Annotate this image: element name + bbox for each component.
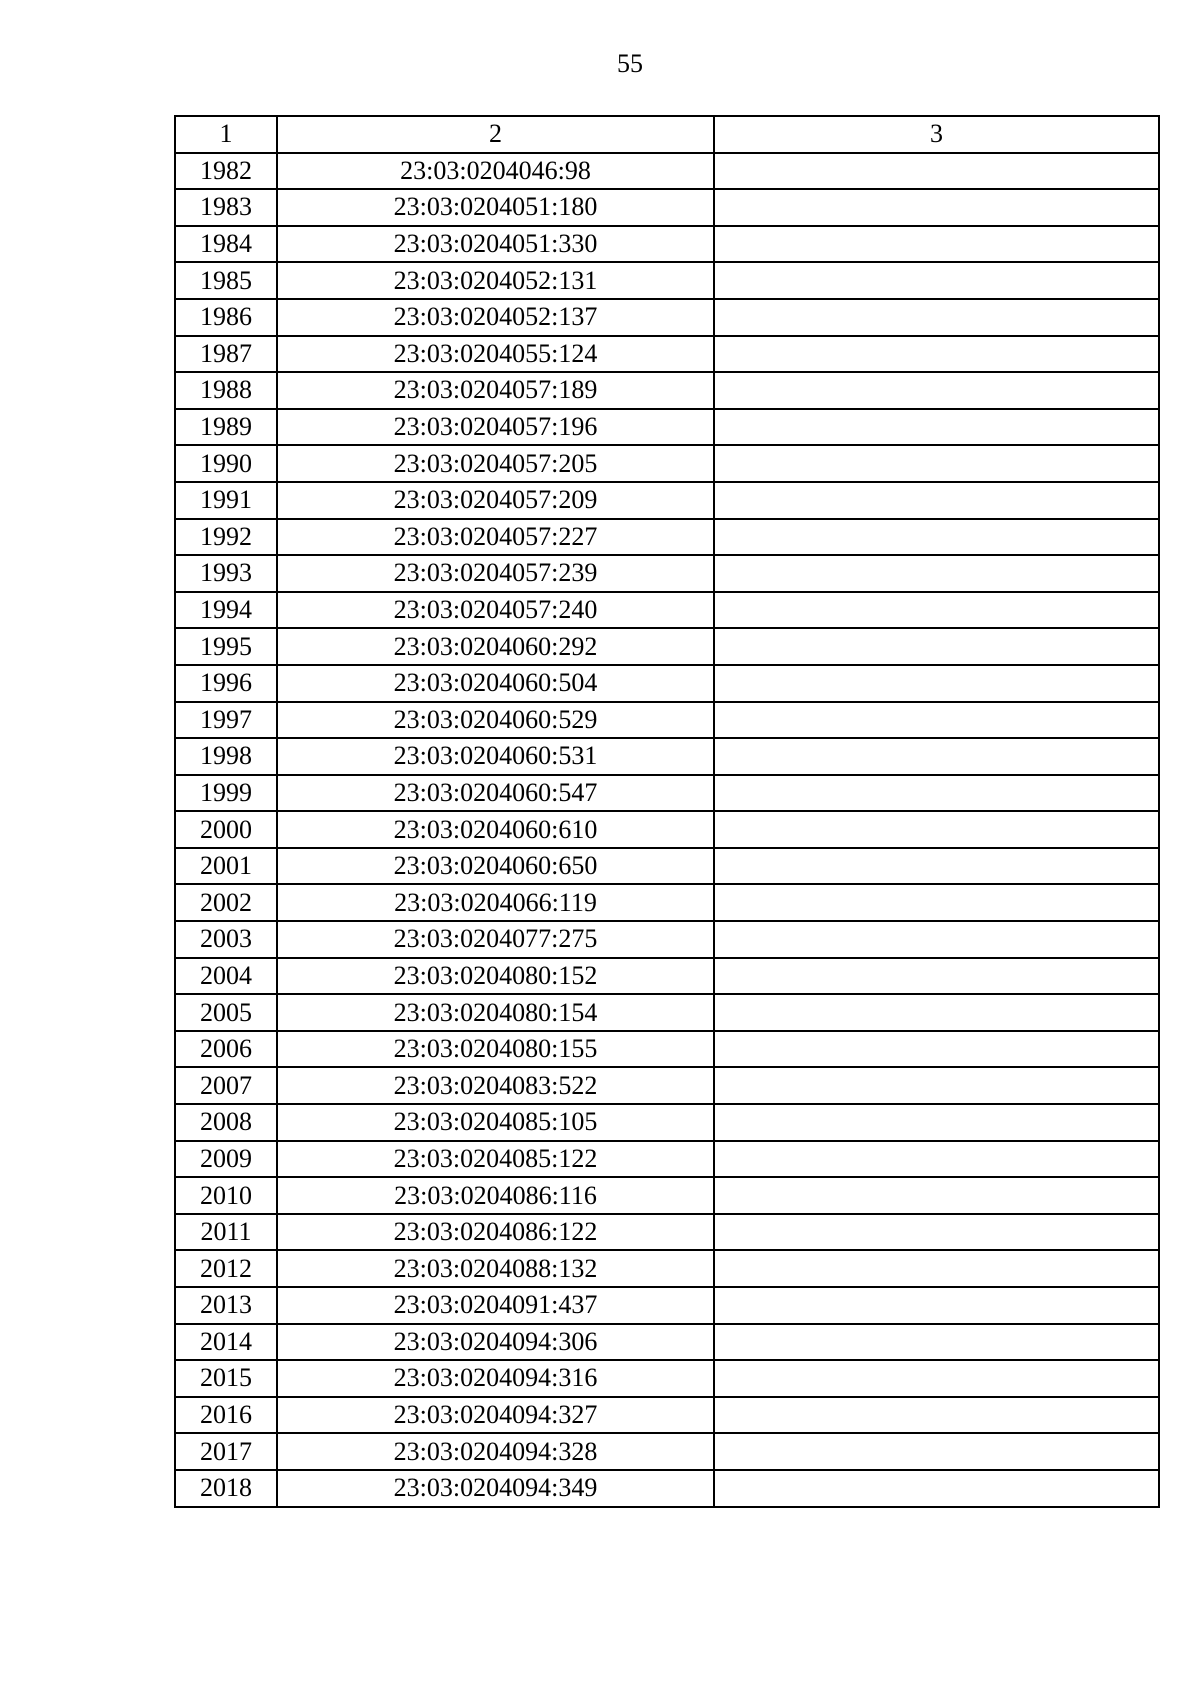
row-number-cell: 1994 — [175, 592, 277, 629]
table-row — [175, 1104, 1159, 1141]
table-row — [175, 189, 1159, 226]
table-row — [175, 445, 1159, 482]
row-number-cell: 2006 — [175, 1031, 277, 1068]
column-header-1: 1 — [175, 116, 277, 153]
note-cell — [714, 1067, 1159, 1104]
table-row — [175, 1470, 1159, 1507]
table-row — [175, 775, 1159, 812]
row-number-cell: 1999 — [175, 775, 277, 812]
note-cell — [714, 994, 1159, 1031]
note-cell — [714, 555, 1159, 592]
cadastral-number-cell: 23:03:0204085:122 — [277, 1141, 714, 1178]
cadastral-number-cell: 23:03:0204066:119 — [277, 884, 714, 921]
note-cell — [714, 702, 1159, 739]
row-number-cell: 1987 — [175, 336, 277, 373]
cadastral-number-cell: 23:03:0204086:116 — [277, 1177, 714, 1214]
table-body — [175, 116, 1159, 1507]
note-cell — [714, 336, 1159, 373]
cadastral-number-cell: 23:03:0204080:154 — [277, 994, 714, 1031]
note-cell — [714, 1250, 1159, 1287]
cadastral-number-cell: 23:03:0204060:547 — [277, 775, 714, 812]
note-cell — [714, 189, 1159, 226]
note-cell — [714, 958, 1159, 995]
cadastral-number-cell: 23:03:0204060:650 — [277, 848, 714, 885]
table-row — [175, 848, 1159, 885]
cadastral-number-cell: 23:03:0204094:316 — [277, 1360, 714, 1397]
cadastral-number-cell: 23:03:0204094:328 — [277, 1433, 714, 1470]
table-row — [175, 1214, 1159, 1251]
table-row — [175, 482, 1159, 519]
table-row — [175, 372, 1159, 409]
table-row — [175, 1433, 1159, 1470]
table-row — [175, 592, 1159, 629]
row-number-cell: 2009 — [175, 1141, 277, 1178]
cadastral-number-cell: 23:03:0204060:292 — [277, 628, 714, 665]
row-number-cell: 2017 — [175, 1433, 277, 1470]
row-number-cell: 1992 — [175, 519, 277, 556]
row-number-cell: 1983 — [175, 189, 277, 226]
row-number-cell: 2010 — [175, 1177, 277, 1214]
cadastral-number-cell: 23:03:0204057:196 — [277, 409, 714, 446]
row-number-cell: 1998 — [175, 738, 277, 775]
note-cell — [714, 921, 1159, 958]
cadastral-number-cell: 23:03:0204057:239 — [277, 555, 714, 592]
table-row — [175, 299, 1159, 336]
table-row — [175, 555, 1159, 592]
note-cell — [714, 299, 1159, 336]
note-cell — [714, 1214, 1159, 1251]
note-cell — [714, 409, 1159, 446]
table-row — [175, 153, 1159, 190]
note-cell — [714, 738, 1159, 775]
registry-table — [174, 115, 1160, 1508]
row-number-cell: 2003 — [175, 921, 277, 958]
row-number-cell: 2015 — [175, 1360, 277, 1397]
table-row — [175, 1177, 1159, 1214]
cadastral-number-cell: 23:03:0204055:124 — [277, 336, 714, 373]
table-row — [175, 1397, 1159, 1434]
row-number-cell: 2007 — [175, 1067, 277, 1104]
row-number-cell: 1989 — [175, 409, 277, 446]
note-cell — [714, 482, 1159, 519]
row-number-cell: 1997 — [175, 702, 277, 739]
note-cell — [714, 592, 1159, 629]
cadastral-number-cell: 23:03:0204080:152 — [277, 958, 714, 995]
cadastral-number-cell: 23:03:0204057:189 — [277, 372, 714, 409]
table-row — [175, 1141, 1159, 1178]
note-cell — [714, 226, 1159, 263]
row-number-cell: 1988 — [175, 372, 277, 409]
row-number-cell: 2018 — [175, 1470, 277, 1507]
table-row — [175, 994, 1159, 1031]
note-cell — [714, 1104, 1159, 1141]
note-cell — [714, 1141, 1159, 1178]
note-cell — [714, 1177, 1159, 1214]
cadastral-number-cell: 23:03:0204057:227 — [277, 519, 714, 556]
table-row — [175, 409, 1159, 446]
note-cell — [714, 628, 1159, 665]
note-cell — [714, 262, 1159, 299]
table-row — [175, 665, 1159, 702]
row-number-cell: 1991 — [175, 482, 277, 519]
cadastral-number-cell: 23:03:0204060:610 — [277, 811, 714, 848]
cadastral-number-cell: 23:03:0204094:327 — [277, 1397, 714, 1434]
cadastral-number-cell: 23:03:0204094:306 — [277, 1324, 714, 1361]
table-row — [175, 1360, 1159, 1397]
row-number-cell: 2016 — [175, 1397, 277, 1434]
note-cell — [714, 848, 1159, 885]
note-cell — [714, 1360, 1159, 1397]
row-number-cell: 1986 — [175, 299, 277, 336]
cadastral-number-cell: 23:03:0204052:137 — [277, 299, 714, 336]
cadastral-number-cell: 23:03:0204046:98 — [277, 153, 714, 190]
cadastral-number-cell: 23:03:0204057:205 — [277, 445, 714, 482]
cadastral-number-cell: 23:03:0204086:122 — [277, 1214, 714, 1251]
cadastral-number-cell: 23:03:0204052:131 — [277, 262, 714, 299]
cadastral-number-cell: 23:03:0204051:330 — [277, 226, 714, 263]
row-number-cell: 2014 — [175, 1324, 277, 1361]
table-row — [175, 1287, 1159, 1324]
cadastral-number-cell: 23:03:0204077:275 — [277, 921, 714, 958]
note-cell — [714, 665, 1159, 702]
table-row — [175, 738, 1159, 775]
table-row — [175, 1067, 1159, 1104]
note-cell — [714, 1031, 1159, 1068]
cadastral-number-cell: 23:03:0204088:132 — [277, 1250, 714, 1287]
cadastral-number-cell: 23:03:0204085:105 — [277, 1104, 714, 1141]
note-cell — [714, 1470, 1159, 1507]
note-cell — [714, 153, 1159, 190]
row-number-cell: 1982 — [175, 153, 277, 190]
row-number-cell: 2011 — [175, 1214, 277, 1251]
row-number-cell: 2013 — [175, 1287, 277, 1324]
table-row — [175, 884, 1159, 921]
table-row — [175, 628, 1159, 665]
page-number: 55 — [617, 49, 643, 78]
cadastral-number-cell: 23:03:0204091:437 — [277, 1287, 714, 1324]
table-row — [175, 336, 1159, 373]
note-cell — [714, 445, 1159, 482]
table-row — [175, 226, 1159, 263]
note-cell — [714, 775, 1159, 812]
table-row — [175, 702, 1159, 739]
table-row — [175, 1031, 1159, 1068]
table-row — [175, 519, 1159, 556]
note-cell — [714, 1287, 1159, 1324]
row-number-cell: 2005 — [175, 994, 277, 1031]
cadastral-number-cell: 23:03:0204057:209 — [277, 482, 714, 519]
table-row — [175, 958, 1159, 995]
note-cell — [714, 519, 1159, 556]
row-number-cell: 2004 — [175, 958, 277, 995]
row-number-cell: 1984 — [175, 226, 277, 263]
cadastral-number-cell: 23:03:0204094:349 — [277, 1470, 714, 1507]
table-row — [175, 1250, 1159, 1287]
table-header-row — [175, 116, 1159, 153]
note-cell — [714, 1324, 1159, 1361]
row-number-cell: 1985 — [175, 262, 277, 299]
table-row — [175, 262, 1159, 299]
row-number-cell: 2008 — [175, 1104, 277, 1141]
cadastral-number-cell: 23:03:0204057:240 — [277, 592, 714, 629]
note-cell — [714, 811, 1159, 848]
cadastral-number-cell: 23:03:0204060:529 — [277, 702, 714, 739]
row-number-cell: 1990 — [175, 445, 277, 482]
row-number-cell: 2002 — [175, 884, 277, 921]
column-header-3: 3 — [714, 116, 1159, 153]
table-row — [175, 1324, 1159, 1361]
note-cell — [714, 372, 1159, 409]
row-number-cell: 2012 — [175, 1250, 277, 1287]
row-number-cell: 2000 — [175, 811, 277, 848]
note-cell — [714, 1397, 1159, 1434]
cadastral-number-cell: 23:03:0204060:504 — [277, 665, 714, 702]
cadastral-number-cell: 23:03:0204083:522 — [277, 1067, 714, 1104]
row-number-cell: 1995 — [175, 628, 277, 665]
row-number-cell: 2001 — [175, 848, 277, 885]
table-row — [175, 921, 1159, 958]
column-header-2: 2 — [277, 116, 714, 153]
cadastral-number-cell: 23:03:0204080:155 — [277, 1031, 714, 1068]
row-number-cell: 1996 — [175, 665, 277, 702]
row-number-cell: 1993 — [175, 555, 277, 592]
cadastral-number-cell: 23:03:0204051:180 — [277, 189, 714, 226]
cadastral-number-cell: 23:03:0204060:531 — [277, 738, 714, 775]
note-cell — [714, 884, 1159, 921]
table-row — [175, 811, 1159, 848]
note-cell — [714, 1433, 1159, 1470]
